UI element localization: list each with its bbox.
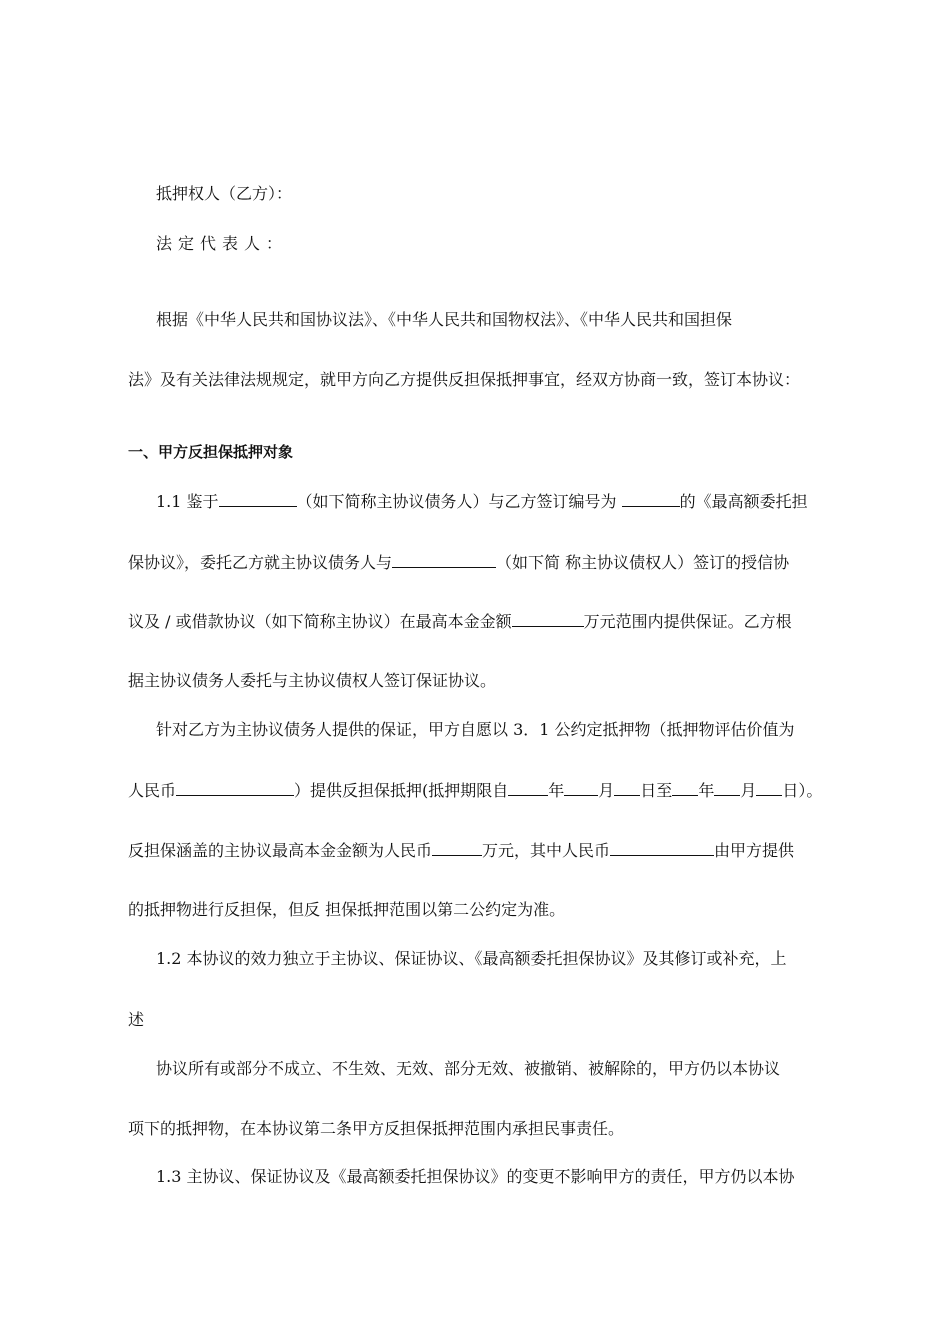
intro-line-1: 根据《中华人民共和国协议法》、《中华人民共和国物权法》、《中华人民共和国担保 [156, 310, 733, 329]
collateral-line-1: 针对乙方为主协议债务人提供的保证，甲方自愿以 3．1 公约定抵押物（抵押物评估价值为 [156, 720, 795, 739]
debtor-blank[interactable] [219, 490, 297, 507]
intro-line-2: 法》及有关法律法规规定，就甲方向乙方提供反担保抵押事宜，经双方协商一致，签订本协议： [128, 370, 801, 389]
collateral-line-2: 人民币 ）提供反担保抵押(抵押期限自 年 月 日至 年 月 日）。 [128, 781, 823, 800]
section-1-heading: 一、甲方反担保抵押对象 [128, 443, 294, 461]
party-a-amount-blank[interactable] [610, 839, 714, 856]
clause-1-1-line-4: 据主协议债务人委托与主协议债权人签订保证协议。 [128, 671, 497, 690]
legal-representative-label: 法定代表人： [156, 234, 289, 253]
mortgagee-label: 抵押权人（乙方）： [156, 184, 293, 203]
agreement-number-blank[interactable] [622, 490, 680, 507]
clause-1-2-line-2: 述 [128, 1010, 145, 1029]
collateral-line-3: 反担保涵盖的主协议最高本金金额为人民币 万元，其中人民币 由甲方提供 [128, 841, 795, 860]
end-month-blank[interactable] [714, 779, 740, 796]
max-principal-blank[interactable] [512, 610, 584, 627]
clause-1-3-line-1: 1.3 主协议、保证协议及《最高额委托担保协议》的变更不影响甲方的责任，甲方仍以本协 [156, 1167, 795, 1186]
clause-1-2-line-3: 协议所有或部分不成立、不生效、无效、部分无效、被撤销、被解除的，甲方仍以本协议 [156, 1059, 781, 1078]
end-day-blank[interactable] [756, 779, 782, 796]
end-year-blank[interactable] [672, 779, 698, 796]
start-day-blank[interactable] [614, 779, 640, 796]
clause-1-2-line-1: 1.2 本协议的效力独立于主协议、保证协议、《最高额委托担保协议》及其修订或补充，上 [156, 949, 787, 968]
creditor-blank[interactable] [392, 551, 496, 568]
valuation-blank[interactable] [176, 779, 294, 796]
covered-principal-blank[interactable] [432, 839, 482, 856]
collateral-line-4: 的抵押物进行反担保，但反 担保抵押范围以第二公约定为准。 [128, 900, 566, 919]
clause-1-1-line-1: 1.1 鉴于 （如下简称主协议债务人）与乙方签订编号为 的《最高额委托担 [156, 492, 808, 511]
clause-1-1-line-2: 保协议》，委托乙方就主协议债务人与 （如下简 称主协议债权人）签订的授信协 [128, 553, 790, 572]
start-year-blank[interactable] [508, 779, 548, 796]
start-month-blank[interactable] [564, 779, 598, 796]
clause-1-2-line-4: 项下的抵押物，在本协议第二条甲方反担保抵押范围内承担民事责任。 [128, 1119, 625, 1138]
clause-1-1-line-3: 议及 / 或借款协议（如下简称主协议）在最高本金金额 万元范围内提供保证。乙方根 [128, 612, 792, 631]
